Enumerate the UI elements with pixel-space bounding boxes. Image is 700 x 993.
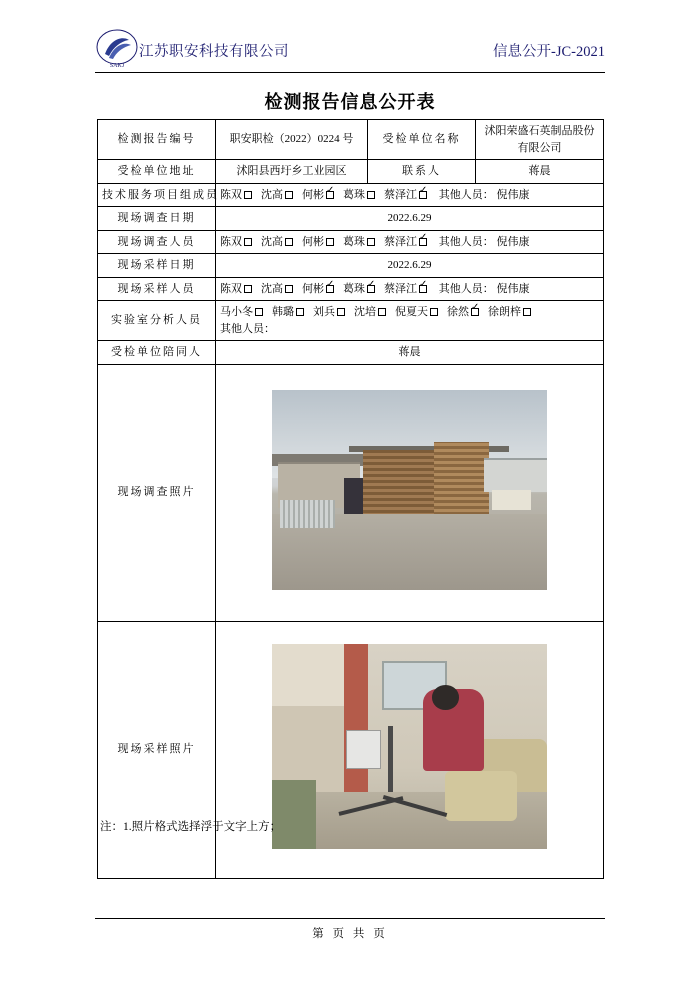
checkbox-unchecked-icon[interactable] (244, 285, 252, 293)
value-accompanying: 蒋晨 (216, 341, 604, 365)
value-team-members (216, 183, 604, 207)
value-survey-date: 2022.6.29 (216, 207, 604, 231)
person-name: 沈高 (261, 235, 283, 248)
person-name: 韩璐 (272, 306, 294, 318)
person-name: 蔡泽江 (384, 235, 417, 248)
person-name: 沈高 (261, 188, 283, 201)
survey-photo-image (272, 390, 547, 590)
value-contact: 蒋晨 (476, 160, 604, 184)
label-team-members: 技术服务项目组成员 (98, 183, 216, 207)
checkbox-unchecked-icon[interactable] (255, 308, 263, 316)
table-row (98, 301, 604, 341)
page-footer: 第 页 共 页 (312, 928, 388, 940)
table-row (98, 207, 604, 231)
survey-photo-cell (216, 364, 604, 621)
checkbox-unchecked-icon[interactable] (430, 308, 438, 316)
person-name: 沈高 (261, 282, 283, 295)
person-checkbox-item[interactable] (384, 281, 427, 298)
company-logo-icon (95, 28, 139, 70)
sampling-other-label: 其他人员： (438, 282, 494, 295)
person-name: 何彬 (302, 282, 324, 295)
label-report-no: 检测报告编号 (98, 120, 216, 160)
person-checkbox-item[interactable] (343, 281, 375, 298)
checkbox-unchecked-icon[interactable] (337, 308, 345, 316)
label-client-name: 受检单位名称 (368, 120, 476, 160)
value-client-address: 沭阳县西圩乡工业园区 (216, 160, 368, 184)
checkbox-checked-icon[interactable] (419, 238, 427, 246)
person-name: 葛珠 (343, 188, 365, 201)
label-client-address: 受检单位地址 (98, 160, 216, 184)
label-sampling-photo: 现场采样照片 (98, 621, 216, 878)
table-row (98, 160, 604, 184)
value-report-no: 职安职检（2022）0224 号 (216, 120, 368, 160)
person-name: 蔡泽江 (384, 282, 417, 295)
value-sampling-date: 2022.6.29 (216, 254, 604, 278)
person-checkbox-item[interactable] (220, 234, 252, 251)
sampling-other-people: 倪伟康 (496, 282, 530, 295)
team-other-people: 倪伟康 (496, 188, 530, 201)
checkbox-checked-icon[interactable] (419, 285, 427, 293)
label-lab-analysts: 实验室分析人员 (98, 301, 216, 341)
checkbox-checked-icon[interactable] (367, 285, 375, 293)
value-lab-analysts (216, 301, 604, 341)
person-checkbox-item[interactable] (384, 234, 427, 251)
label-survey-date: 现场调查日期 (98, 207, 216, 231)
label-accompanying: 受检单位陪同人 (98, 341, 216, 365)
table-row (98, 364, 604, 621)
checkbox-unchecked-icon[interactable] (296, 308, 304, 316)
person-name: 徐朗梓 (488, 306, 521, 318)
label-survey-people: 现场调查人员 (98, 230, 216, 254)
table-row (98, 277, 604, 301)
note-text: 注：1.照片格式选择浮于文字上方； (100, 821, 282, 833)
person-name: 葛珠 (343, 235, 365, 248)
checkbox-unchecked-icon[interactable] (378, 308, 386, 316)
page-title: 检测报告信息公开表 (264, 92, 436, 112)
checkbox-unchecked-icon[interactable] (367, 191, 375, 199)
checkbox-unchecked-icon[interactable] (367, 238, 375, 246)
person-name: 何彬 (302, 235, 324, 248)
person-checkbox-item[interactable] (302, 187, 334, 204)
person-checkbox-item[interactable] (343, 187, 375, 204)
footer-divider (95, 918, 605, 919)
person-name: 徐然 (447, 306, 469, 318)
checkbox-unchecked-icon[interactable] (523, 308, 531, 316)
person-checkbox-item[interactable] (354, 304, 386, 321)
label-sampling-people: 现场采样人员 (98, 277, 216, 301)
label-contact: 联系人 (368, 160, 476, 184)
person-name: 陈双 (220, 282, 242, 295)
checkbox-checked-icon[interactable] (471, 308, 479, 316)
person-checkbox-item[interactable] (261, 234, 293, 251)
person-name: 刘兵 (313, 306, 335, 318)
checkbox-unchecked-icon[interactable] (326, 238, 334, 246)
person-name: 倪夏天 (395, 306, 428, 318)
person-checkbox-item[interactable] (272, 304, 304, 321)
checkbox-unchecked-icon[interactable] (244, 238, 252, 246)
table-row (98, 621, 604, 878)
person-checkbox-item[interactable] (261, 281, 293, 298)
report-info-table (97, 119, 604, 879)
header-divider (95, 72, 605, 73)
person-name: 马小冬 (220, 306, 253, 318)
table-row (98, 120, 604, 160)
person-checkbox-item[interactable] (220, 187, 252, 204)
team-members-list (220, 189, 436, 201)
team-other-label: 其他人员： (438, 188, 494, 201)
checkbox-checked-icon[interactable] (419, 191, 427, 199)
sampling-photo-cell (216, 621, 604, 878)
sampling-photo-image (272, 644, 547, 849)
survey-people-list (220, 236, 436, 248)
checkbox-checked-icon[interactable] (326, 285, 334, 293)
person-checkbox-item[interactable] (302, 281, 334, 298)
person-checkbox-item[interactable] (384, 187, 427, 204)
checkbox-unchecked-icon[interactable] (285, 238, 293, 246)
person-checkbox-item[interactable] (395, 304, 438, 321)
value-survey-people (216, 230, 604, 254)
table-row (98, 254, 604, 278)
page-header (95, 28, 605, 74)
header-doc-code: 信息公开-JC-2021 (493, 44, 605, 60)
person-checkbox-item[interactable] (261, 187, 293, 204)
label-survey-photo: 现场调查照片 (98, 364, 216, 621)
person-name: 陈双 (220, 235, 242, 248)
value-client-name: 沭阳荣盛石英制品股份有限公司 (476, 120, 604, 160)
svg-text:SAKJ: SAKJ (109, 63, 125, 69)
person-checkbox-item[interactable] (302, 234, 334, 251)
checkbox-checked-icon[interactable] (326, 191, 334, 199)
survey-other-people: 倪伟康 (496, 235, 530, 248)
person-name: 陈双 (220, 188, 242, 201)
person-name: 蔡泽江 (384, 188, 417, 201)
value-sampling-people (216, 277, 604, 301)
person-name: 何彬 (302, 188, 324, 201)
person-checkbox-item[interactable] (447, 304, 479, 321)
checkbox-unchecked-icon[interactable] (244, 191, 252, 199)
person-checkbox-item[interactable] (488, 304, 531, 321)
lab-other-label: 其他人员： (220, 322, 275, 335)
person-checkbox-item[interactable] (343, 234, 375, 251)
person-name: 沈培 (354, 306, 376, 318)
table-row (98, 230, 604, 254)
person-checkbox-item[interactable] (220, 304, 263, 321)
label-sampling-date: 现场采样日期 (98, 254, 216, 278)
person-checkbox-item[interactable] (220, 281, 252, 298)
survey-other-label: 其他人员： (438, 235, 494, 248)
checkbox-unchecked-icon[interactable] (285, 285, 293, 293)
header-company-name: 江苏职安科技有限公司 (139, 44, 289, 60)
person-checkbox-item[interactable] (313, 304, 345, 321)
table-row (98, 183, 604, 207)
lab-analysts-list (220, 306, 540, 318)
table-row (98, 341, 604, 365)
sampling-people-list (220, 283, 436, 295)
person-name: 葛珠 (343, 282, 365, 295)
checkbox-unchecked-icon[interactable] (285, 191, 293, 199)
